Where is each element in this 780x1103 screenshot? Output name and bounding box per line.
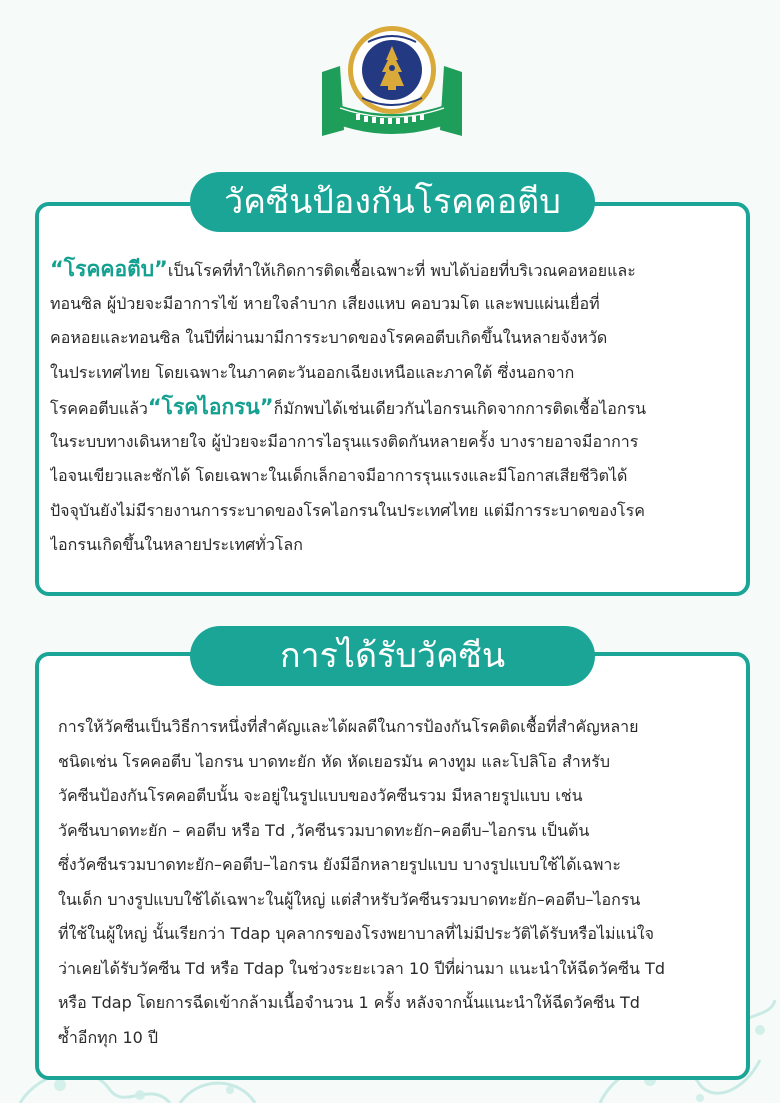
paragraph-line: ซ้ำอีกทุก 10 ปี — [58, 1027, 159, 1047]
paragraph-line: ในประเทศไทย โดยเฉพาะในภาคตะวันออกเฉียงเหนือและภาคใต้ ซึ่งนอกจาก — [50, 362, 575, 382]
paragraph-line: ในเด็ก บางรูปแบบใช้ได้เฉพาะในผู้ใหญ่ แต่สำหรับวัคซีนรวมบาดทะยัก–คอตีบ–ไอกรน — [58, 889, 641, 909]
paragraph-line: “โรคคอตีบ”เป็นโรคที่ทำให้เกิดการติดเชื้อเฉพาะที่ พบได้บ่อยที่บริเวณคอหอยและ — [50, 257, 636, 281]
paragraph-line: ไอกรนเกิดขึ้นในหลายประเทศทั่วโลก — [50, 535, 303, 554]
paragraph-line: โรคคอตีบแล้ว“โรคไอกรน”ก็มักพบได้เช่นเดียวกันไอกรนเกิดจากการติดเชื้อไอกรน — [50, 395, 647, 419]
paragraph-line: คอหอยและทอนซิล ในปีที่ผ่านมามีการระบาดของโรคคอตีบเกิดขึ้นในหลายจังหวัด — [50, 328, 608, 347]
paragraph-line: หรือ Tdap โดยการฉีดเข้ากล้ามเนื้อจำนวน 1 ครั้ง หลังจากนั้นแนะนำให้ฉีดวัคซีน Td — [58, 993, 640, 1012]
paragraph-line: ซึ่งวัคซีนรวมบาดทะยัก–คอตีบ–ไอกรน ยังมีอีกหลายรูปแบบ บางรูปแบบใช้ได้เฉพาะ — [58, 855, 621, 874]
paragraph-line: วัคซีนบาดทะยัก – คอตีบ หรือ Td ,วัคซีนรวมบาดทะยัก–คอตีบ–ไอกรน เป็นต้น — [58, 820, 590, 840]
paragraph-line: ในระบบทางเดินหายใจ ผู้ป่วยจะมีอาการไอรุนแรงติดกันหลายครั้ง บางรายอาจมีอาการ — [50, 431, 639, 451]
paragraph-line: ไอจนเขียวและชักได้ โดยเฉพาะในเด็กเล็กอาจมีอาการรุนแรงและมีโอกาสเสียชีวิตได้ — [50, 466, 628, 485]
section-title-vaccination: การได้รับวัคซีน — [190, 626, 595, 686]
highlight-term: “โรคคอตีบ” — [50, 257, 168, 281]
diphtheria-paragraph — [50, 252, 730, 563]
section-title-diphtheria-vaccine: วัคซีนป้องกันโรคคอตีบ — [190, 172, 595, 232]
paragraph-line: ชนิดเช่น โรคคอตีบ ไอกรน บาดทะยัก หัด หัดเยอรมัน คางทูม และโปลิโอ สำหรับ — [58, 751, 611, 771]
paragraph-line: ว่าเคยได้รับวัคซีน Td หรือ Tdap ในช่วงระยะเวลา 10 ปีที่ผ่านมา แนะนำให้ฉีดวัคซีน Td — [58, 958, 665, 978]
vaccination-paragraph — [58, 710, 734, 1055]
paragraph-line: การให้วัคซีนเป็นวิธีการหนึ่งที่สำคัญและได้ผลดีในการป้องกันโรคติดเชื้อที่สำคัญหลาย — [58, 717, 639, 736]
paragraph-line: ทอนซิล ผู้ป่วยจะมีอาการไข้ หายใจลำบาก เสียงแหบ คอบวมโต และพบแผ่นเยื่อที่ — [50, 293, 600, 313]
paragraph-line: ที่ใช้ในผู้ใหญ่ นั้นเรียกว่า Tdap บุคลากรของโรงพยาบาลที่ไม่มีประวัติได้รับหรือไม่แน่ใจ — [58, 924, 654, 943]
highlight-term: “โรคไอกรน” — [147, 395, 274, 419]
paragraph-line: ปัจจุบันยังไม่มีรายงานการระบาดของโรคไอกรนในประเทศไทย แต่มีการระบาดของโรค — [50, 500, 645, 520]
paragraph-line: วัคซีนป้องกันโรคคอตีบนั้น จะอยู่ในรูปแบบของวัคซีนรวม มีหลายรูปแบบ เช่น — [58, 786, 583, 805]
university-logo — [318, 20, 466, 142]
